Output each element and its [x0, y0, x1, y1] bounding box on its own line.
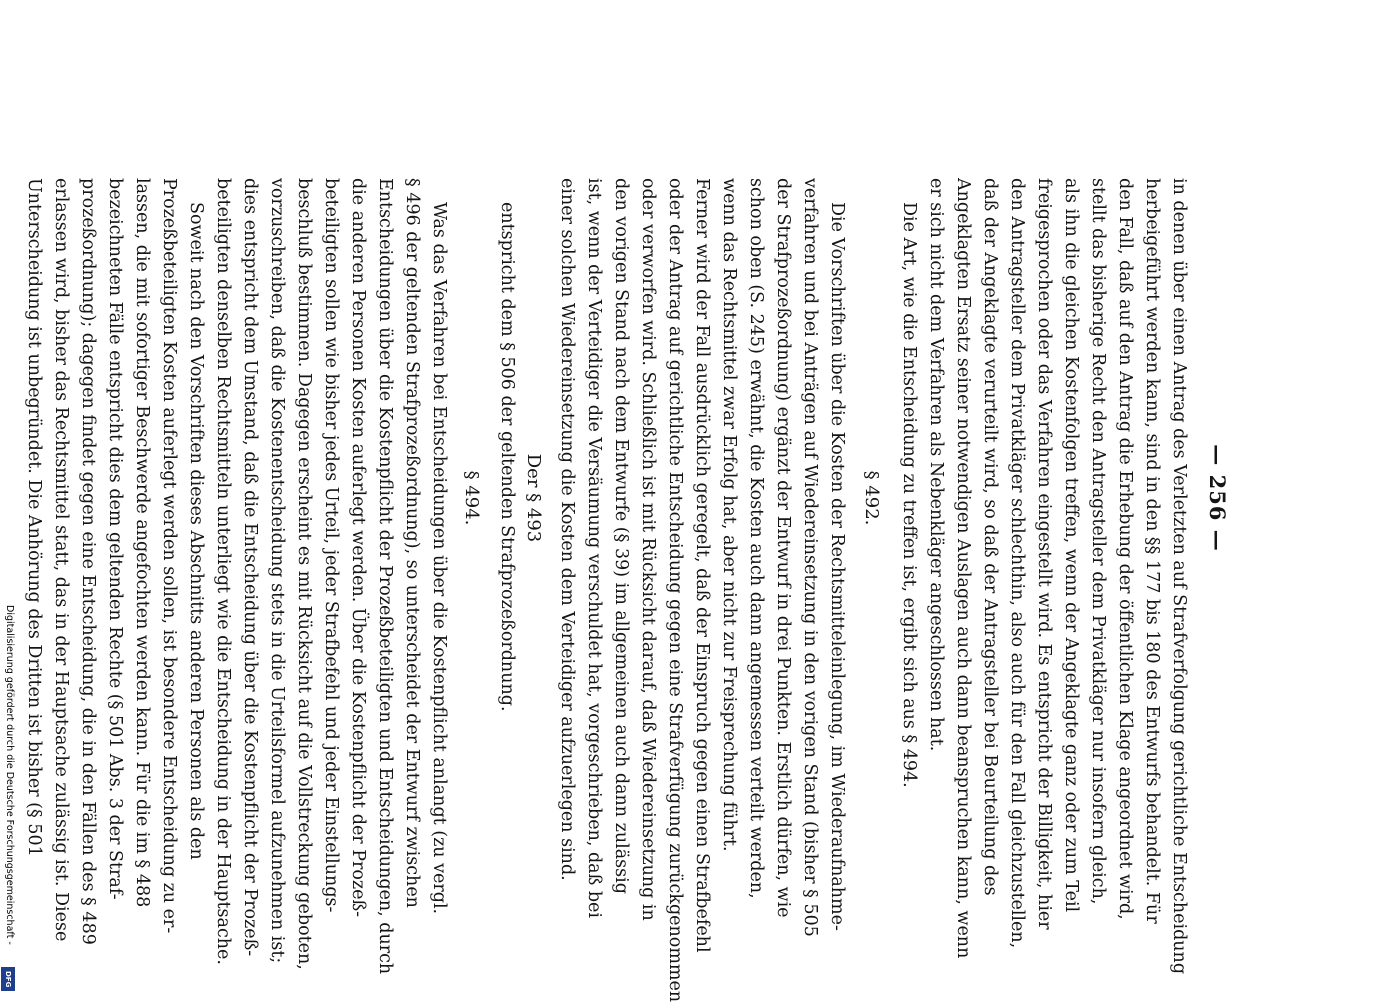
- section-heading: § 494.: [461, 470, 482, 526]
- text-line: oder der Antrag auf gerichtliche Entscheidung gegen eine Strafverfügung zurückgenommen: [665, 178, 685, 1002]
- text-line: Soweit nach den Vorschriften dieses Abschnitts anderen Personen als den: [186, 202, 206, 860]
- text-line: Die Vorschriften über die Kosten der Rechtsmitteleinlegung, im Wiederaufnahme-: [827, 202, 847, 931]
- text-line: verfahren und bei Anträgen auf Wiedereinsetzung in den vorigen Stand (bisher § 505: [800, 178, 820, 937]
- text-line: Prozeßbeteiligten Kosten auferlegt werden sollen, ist besondere Entscheidung zu er-: [159, 178, 179, 934]
- digitization-footer: [0, 605, 16, 1000]
- text-line: oder verworfen wird. Schließlich ist mit Rücksicht darauf, daß Wiedereinsetzung in: [638, 178, 658, 921]
- text-line: Die Art, wie die Entscheidung zu treffen ist, ergibt sich aus § 494.: [899, 202, 919, 788]
- text-line: beschluß bestimmen. Dagegen erscheint es mit Rücksicht auf die Vollstreckung geboten,: [294, 178, 314, 970]
- text-line: schon oben (S. 245) erwähnt, die Kosten auch dann angemessen verteilt werden,: [746, 178, 766, 899]
- text-line: freigesprochen oder das Verfahren eingestellt wird. Es entspricht der Billigkeit, hier: [1034, 178, 1054, 930]
- text-line: einer solchen Wiedereinsetzung die Kosten dem Verteidiger aufzuerlegen sind.: [557, 178, 577, 881]
- section-heading: Der § 493: [523, 453, 544, 543]
- text-line: beteiligten denselben Rechtsmitteln unterliegt wie die Entscheidung in der Hauptsache.: [213, 178, 233, 965]
- digitization-notice: Digitalisierung gefördert durch die Deutsche Forschungsgemeinschaft -: [4, 605, 15, 945]
- section-heading: § 492.: [861, 470, 882, 526]
- text-line: Ferner wird der Fall ausdrücklich geregelt, daß der Einspruch gegen einen Strafbefehl: [692, 178, 712, 953]
- text-line: als ihn die gleichen Kostenfolgen treffen, wenn der Angeklagte ganz oder zum Teil: [1061, 178, 1081, 913]
- text-line: beteiligten sollen wie bisher jedes Urteil, jeder Strafbefehl und jeder Einstellungs-: [321, 178, 341, 913]
- text-line: herbeigeführt werden kann, sind in den §§ 177 bis 180 des Entwurfs behandelt. Für: [1142, 178, 1162, 924]
- text-line: den Fall, daß auf den Antrag die Erhebung der öffentlichen Klage angeordnet wird,: [1115, 178, 1135, 920]
- text-line: Entscheidungen über die Kostenpflicht der Prozeßbeteiligten und Entscheidungen, durch: [375, 178, 395, 975]
- text-line: stellt das bisherige Recht den Antragsteller dem Privatkläger nur insofern gleich,: [1088, 178, 1108, 905]
- text-line: in denen über einen Antrag des Verletzten auf Strafverfolgung gerichtliche Entscheidung: [1169, 178, 1189, 975]
- text-line: § 496 der geltenden Strafprozeßordnung), so unterscheidet der Entwurf zwischen: [402, 178, 422, 908]
- text-line: prozeßordnung); dagegen findet gegen eine Entscheidung, die in den Fällen des § 489: [78, 178, 98, 945]
- text-line: er sich nicht dem Verfahren als Nebenkläger angeschlossen hat.: [926, 178, 946, 752]
- text-line: ist, wenn der Verteidiger die Versäumung verschuldet hat, vorgeschrieben, daß bei: [584, 178, 604, 919]
- text-line: erlassen wird, bisher das Rechtsmittel statt, das in der Hauptsache zulässig ist. Diese: [51, 178, 71, 942]
- page-number: — 256 —: [1205, 444, 1230, 552]
- text-line: wenn das Rechtsmittel zwar Erfolg hat, aber nicht zur Freisprechung führt.: [719, 178, 739, 852]
- document-page: [24, 178, 1230, 1002]
- text-line: lassen, die mit sofortiger Beschwerde angefochten werden kann. Für die im § 488: [132, 178, 152, 908]
- text-line: vorzuschreiben, daß die Kostenentscheidung stets in die Urteilsformel aufzunehmen ist;: [267, 178, 287, 964]
- text-line: dies entspricht dem Umstand, daß die Entscheidung über die Kostenpflicht der Prozeß-: [240, 178, 260, 957]
- text-line: den Antragsteller dem Privatkläger schlechthin, also auch für den Fall gleichzustellen,: [1007, 178, 1027, 949]
- text-line: den vorigen Stand nach dem Entwurfe (§ 39) im allgemeinen auch dann zulässig: [611, 178, 631, 894]
- text-line: entspricht dem § 506 der geltenden Strafprozeßordnung.: [497, 202, 517, 712]
- text-line: Unterscheidung ist unbegründet. Die Anhörung des Dritten ist bisher (§ 501: [24, 178, 44, 857]
- dfg-logo: DFG: [1, 967, 15, 991]
- text-line: bezeichneten Fälle entspricht dies dem geltenden Rechte (§ 501 Abs. 3 der Straf-: [105, 178, 125, 900]
- text-line: Was das Verfahren bei Entscheidungen über die Kostenpflicht anlangt (zu vergl.: [429, 202, 449, 915]
- text-line: Angeklagten Ersatz seiner notwendigen Auslagen auch dann beanspruchen kann, wenn: [953, 178, 973, 959]
- text-line: daß der Angeklagte verurteilt wird, so daß der Antragsteller bei Beurteilung des: [980, 178, 1000, 896]
- text-line: die anderen Personen Kosten auferlegt werden. Über die Kostenpflicht der Prozeß-: [348, 178, 368, 918]
- text-line: der Strafprozeßordnung) ergänzt der Entwurf in drei Punkten. Erstlich dürfen, wie: [773, 178, 793, 918]
